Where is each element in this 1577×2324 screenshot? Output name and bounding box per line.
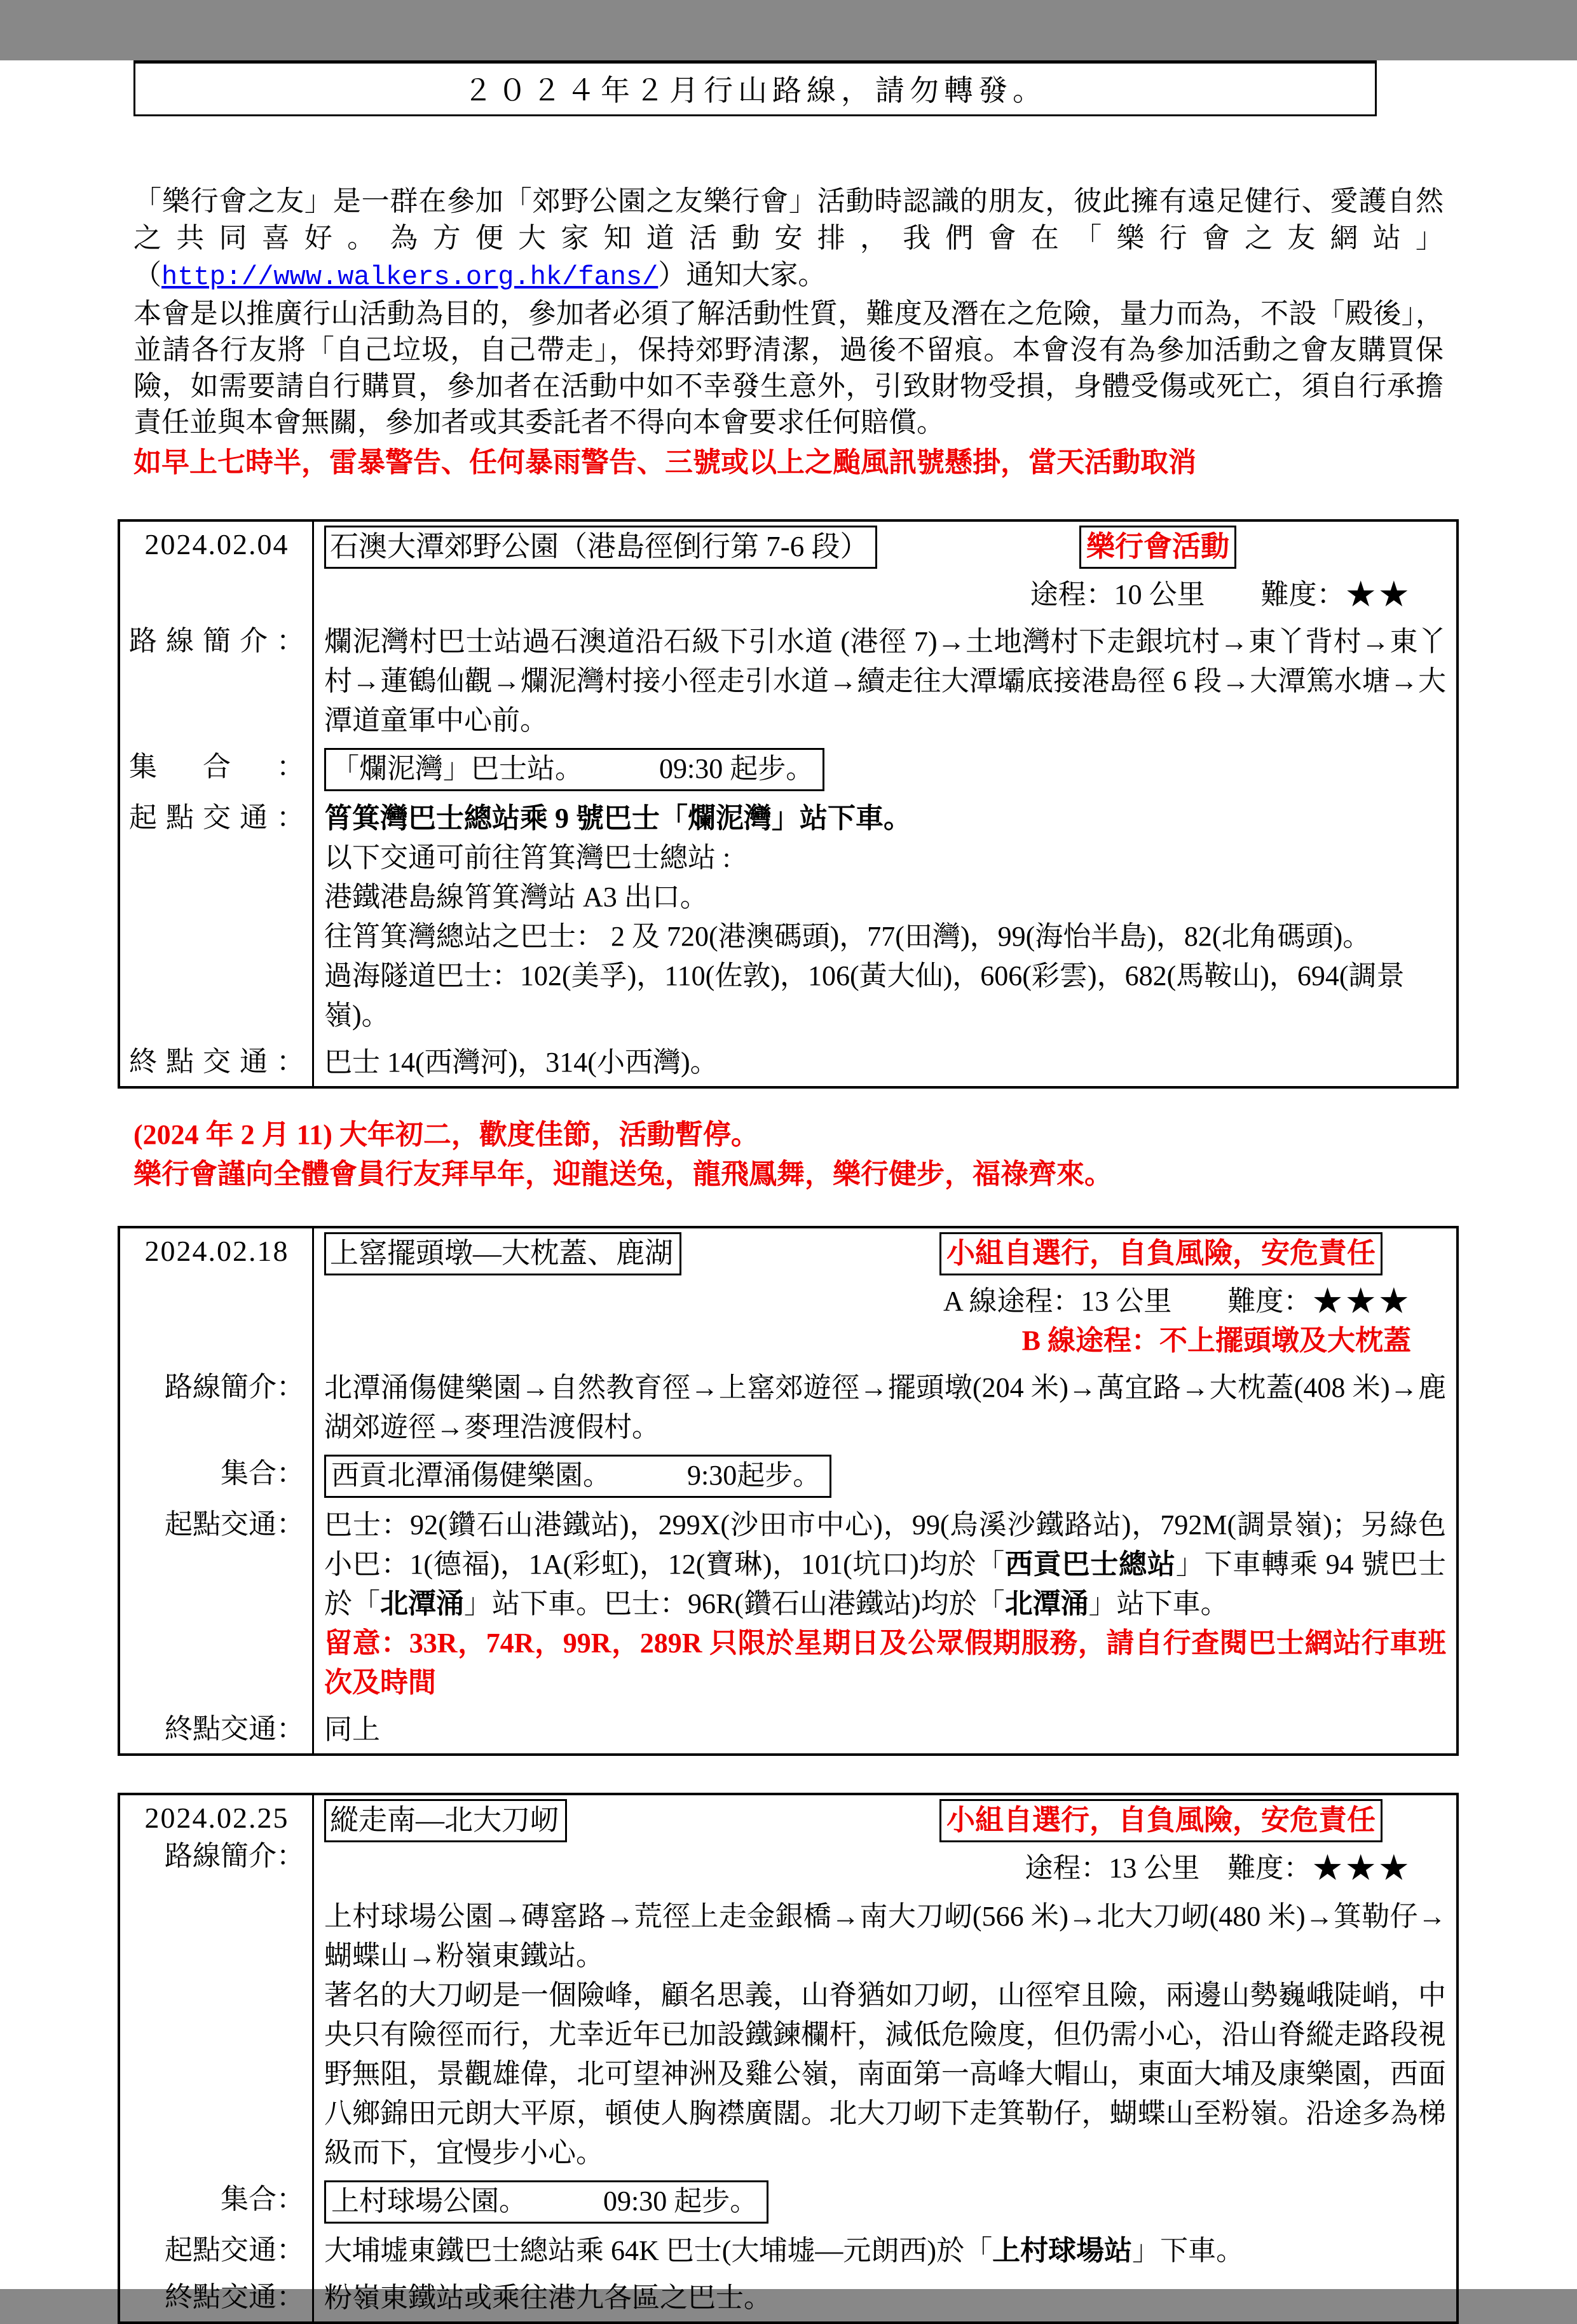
weather-warning: 如早上七時半，雷暴警告、任何暴雨警告、三號或以上之颱風訊號懸掛，當天活動取消	[133, 447, 1196, 478]
event3-start-seg2: 」下車。	[1132, 2235, 1245, 2266]
event3-distance-difficulty: 途程：13 公里 難度：★★★	[1025, 1849, 1411, 1888]
holiday-note	[133, 1115, 1577, 1194]
event2-start-bold1: 西貢巴士總站	[1005, 1549, 1176, 1580]
end-transport-label: 終點交通：	[165, 1713, 304, 1744]
event3-start-seg1: 大埔墟東鐵巴士總站乘 64K 巴士(大埔墟—元朗西)於「	[324, 2235, 993, 2266]
event2-meet-box: 西貢北潭涌傷健樂園。 9:30起步。	[324, 1455, 831, 1498]
intro-section	[133, 183, 1444, 481]
event2-start-bold3: 北潭涌	[1004, 1588, 1089, 1619]
difficulty-stars: ★★	[1344, 575, 1411, 615]
event2-header-row	[120, 1228, 1456, 1364]
start-transport-label: 起點交通：	[129, 802, 304, 833]
difficulty-stars: ★★★	[1311, 1282, 1411, 1321]
intro-paragraph-2: 本會是以推廣行山活動為目的，參加者必須了解活動性質，難度及潛在之危險，量力而為，不設「殿後」，並請各行友將「自己垃圾，自己帶走」，保持郊野清潔，過後不留痕。本會沒有為參加活動之會友購買保險，如需要請自行購買，參加者在活動中如不幸發生意外，引致財物受損，身體受傷或死亡，須自行承擔責任並與本會無關，參加者或其委託者不得向本會要求任何賠償。	[133, 298, 1444, 438]
start-transport-label: 起點交通：	[165, 1509, 304, 1540]
event1-start-line3: 港鐵港島線筲箕灣站 A3 出口。	[324, 881, 708, 913]
event3-header-row	[120, 1795, 1456, 2177]
event2-start-seg4: 」站下車。	[1088, 1588, 1229, 1619]
event2-end-transport-row	[120, 1706, 1456, 1753]
event2-start-seg3: 」站下車。巴士：96R(鑽石山港鐵站)均於「	[464, 1588, 1005, 1619]
event2-route-row	[120, 1364, 1456, 1451]
event2-start-bold2: 北潭涌	[380, 1588, 464, 1619]
end-transport-label: 終點交通：	[165, 2281, 304, 2313]
event1-header-row	[120, 522, 1456, 618]
event3-badge: 小組自選行，自負風險，安危責任	[939, 1799, 1382, 1842]
event2-lineB: B 線途程：不上擺頭墩及大枕蓋	[1021, 1325, 1411, 1356]
event3-meet-box: 上村球場公園。 09:30 起步。	[324, 2180, 768, 2224]
event1-end-transport: 巴士 14(西灣河)，314(小西灣)。	[324, 1047, 718, 1078]
event-table-3	[118, 1793, 1459, 2324]
event3-route-intro: 上村球場公園→磚窰路→荒徑上走金銀橋→南大刀屻(566 米)→北大刀屻(480 米)→箕勒仔→蝴蝶山→粉嶺東鐵站。	[324, 1901, 1446, 1971]
document-page	[0, 60, 1577, 2313]
meet-label: 集合：	[129, 751, 304, 782]
event1-start-transport-row	[120, 795, 1456, 1039]
event2-start-seg2: 」下車轉乘 94 號巴士於「	[324, 1549, 1447, 1619]
event2-route-intro: 北潭涌傷健樂園→自然教育徑→上窰郊遊徑→擺頭墩(204 米)→萬宜路→大枕蓋(408 米)→鹿湖郊遊徑→麥理浩渡假村。	[324, 1372, 1446, 1443]
event1-date: 2024.02.04	[144, 528, 289, 561]
difficulty-stars: ★★★	[1311, 1849, 1411, 1888]
event1-meet-row	[120, 744, 1456, 795]
event-table-2	[118, 1226, 1459, 1756]
walkers-website-link[interactable]: http://www.walkers.org.hk/fans/	[161, 262, 659, 292]
route-intro-label: 路線簡介：	[165, 1840, 304, 1872]
event1-meet-box: 「爛泥灣」巴士站。 09:30 起步。	[324, 748, 824, 791]
page-title-box	[133, 60, 1377, 116]
event1-start-line2: 以下交通可前往筲箕灣巴士總站 :	[324, 842, 731, 873]
event2-end-transport: 同上	[324, 1714, 380, 1745]
holiday-note-line1: (2024 年 2 月 11) 大年初二，歡度佳節，活動暫停。	[133, 1119, 759, 1150]
intro-p1-before: 「樂行會之友」是一群在參加「郊野公園之友樂行會」活動時認識的朋友，彼此擁有遠足健行、愛護自然之共同喜好。為方便大家知道活動安排，我們會在「樂行會之友網站」（	[133, 186, 1444, 290]
event2-start-transport-row	[120, 1502, 1456, 1706]
event3-route-description: 著名的大刀屻是一個險峰，顧名思義，山脊猶如刀屻，山徑窄且險，兩邊山勢巍峨陡峭，中央只有險徑而行，尤幸近年已加設鐵鍊欄杆，減低危險度，但仍需小心，沿山脊縱走路段視野無阻，景觀雄偉，北可望神洲及雞公嶺，南面第一高峰大帽山，東面大埔及康樂園，西面八鄉錦田元朗大平原，頓使人胸襟廣闊。北大刀屻下走箕勒仔，蝴蝶山至粉嶺。沿途多為梯級而下，宜慢步小心。	[324, 1980, 1446, 2168]
event2-meet-row	[120, 1451, 1456, 1502]
event2-lineA: A 線途程：13 公里 難度：★★★	[943, 1282, 1411, 1321]
event1-badge: 樂行會活動	[1079, 526, 1236, 569]
event1-route-intro: 爛泥灣村巴士站過石澳道沿石級下引水道 (港徑 7)→土地灣村下走銀坑村→東丫背村→東丫村→蓮鶴仙觀→爛泥灣村接小徑走引水道→續走往大潭壩底接港島徑 6 段→大潭篤水塘→大潭道童軍中心前。	[324, 626, 1446, 736]
page-title: ２０２４年２月行山路線，請勿轉發。	[463, 74, 1047, 107]
event1-start-line1: 筲箕灣巴士總站乘 9 號巴士「爛泥灣」站下車。	[324, 803, 911, 834]
end-transport-label: 終點交通：	[129, 1046, 304, 1077]
route-intro-label: 路線簡介：	[165, 1371, 304, 1403]
event3-start-bold1: 上村球場站	[992, 2235, 1133, 2266]
route-intro-label: 路線簡介：	[129, 625, 304, 656]
event3-end-transport: 粉嶺東鐵站或乘往港九各區之巴士。	[324, 2282, 772, 2313]
event2-badge: 小組自選行，自負風險，安危責任	[939, 1232, 1382, 1275]
event1-route-row	[120, 618, 1456, 744]
event1-start-line5: 過海隧道巴士：102(美孚)，110(佐敦)，106(黃大仙)，606(彩雲)，682(馬鞍山)，694(調景嶺)。	[324, 960, 1405, 1031]
meet-label: 集合：	[221, 1458, 304, 1489]
event1-start-line4: 往筲箕灣總站之巴士： 2 及 720(港澳碼頭)，77(田灣)，99(海怡半島)，82(北角碼頭)。	[324, 921, 1371, 952]
event2-start-seg1: 巴士：92(鑽石山港鐵站)，299X(沙田市中心)，99(烏溪沙鐵路站)，792M(調景嶺)；另綠色小巴：1(德福)，1A(彩虹)，12(寶琳)，101(坑口)均於「	[324, 1509, 1446, 1580]
meet-label: 集合：	[221, 2184, 304, 2215]
event2-service-note: 留意：33R，74R，99R，289R 只限於星期日及公眾假期服務，請自行查閱巴士網站行車班次及時間	[324, 1627, 1446, 1698]
intro-paragraph-1	[133, 183, 1444, 296]
start-transport-label: 起點交通：	[165, 2234, 304, 2266]
holiday-note-line2: 樂行會謹向全體會員行友拜早年，迎龍送兔，龍飛鳳舞，樂行健步，福祿齊來。	[133, 1159, 1112, 1190]
event2-date: 2024.02.18	[144, 1235, 289, 1267]
event1-end-transport-row	[120, 1039, 1456, 1086]
event2-title: 上窰擺頭墩—大枕蓋、鹿湖	[324, 1232, 681, 1275]
event3-date: 2024.02.25	[144, 1802, 289, 1834]
event3-meet-row	[120, 2177, 1456, 2227]
event3-end-transport-row	[120, 2274, 1456, 2321]
event3-title: 縱走南—北大刀屻	[324, 1799, 567, 1842]
event1-title: 石澳大潭郊野公園（港島徑倒行第 7-6 段）	[324, 526, 877, 569]
event1-distance-difficulty: 途程：10 公里 難度：★★	[1030, 575, 1411, 615]
intro-p1-after: ）通知大家。	[658, 259, 826, 290]
event-table-1	[118, 519, 1459, 1089]
event3-start-transport-row	[120, 2227, 1456, 2274]
